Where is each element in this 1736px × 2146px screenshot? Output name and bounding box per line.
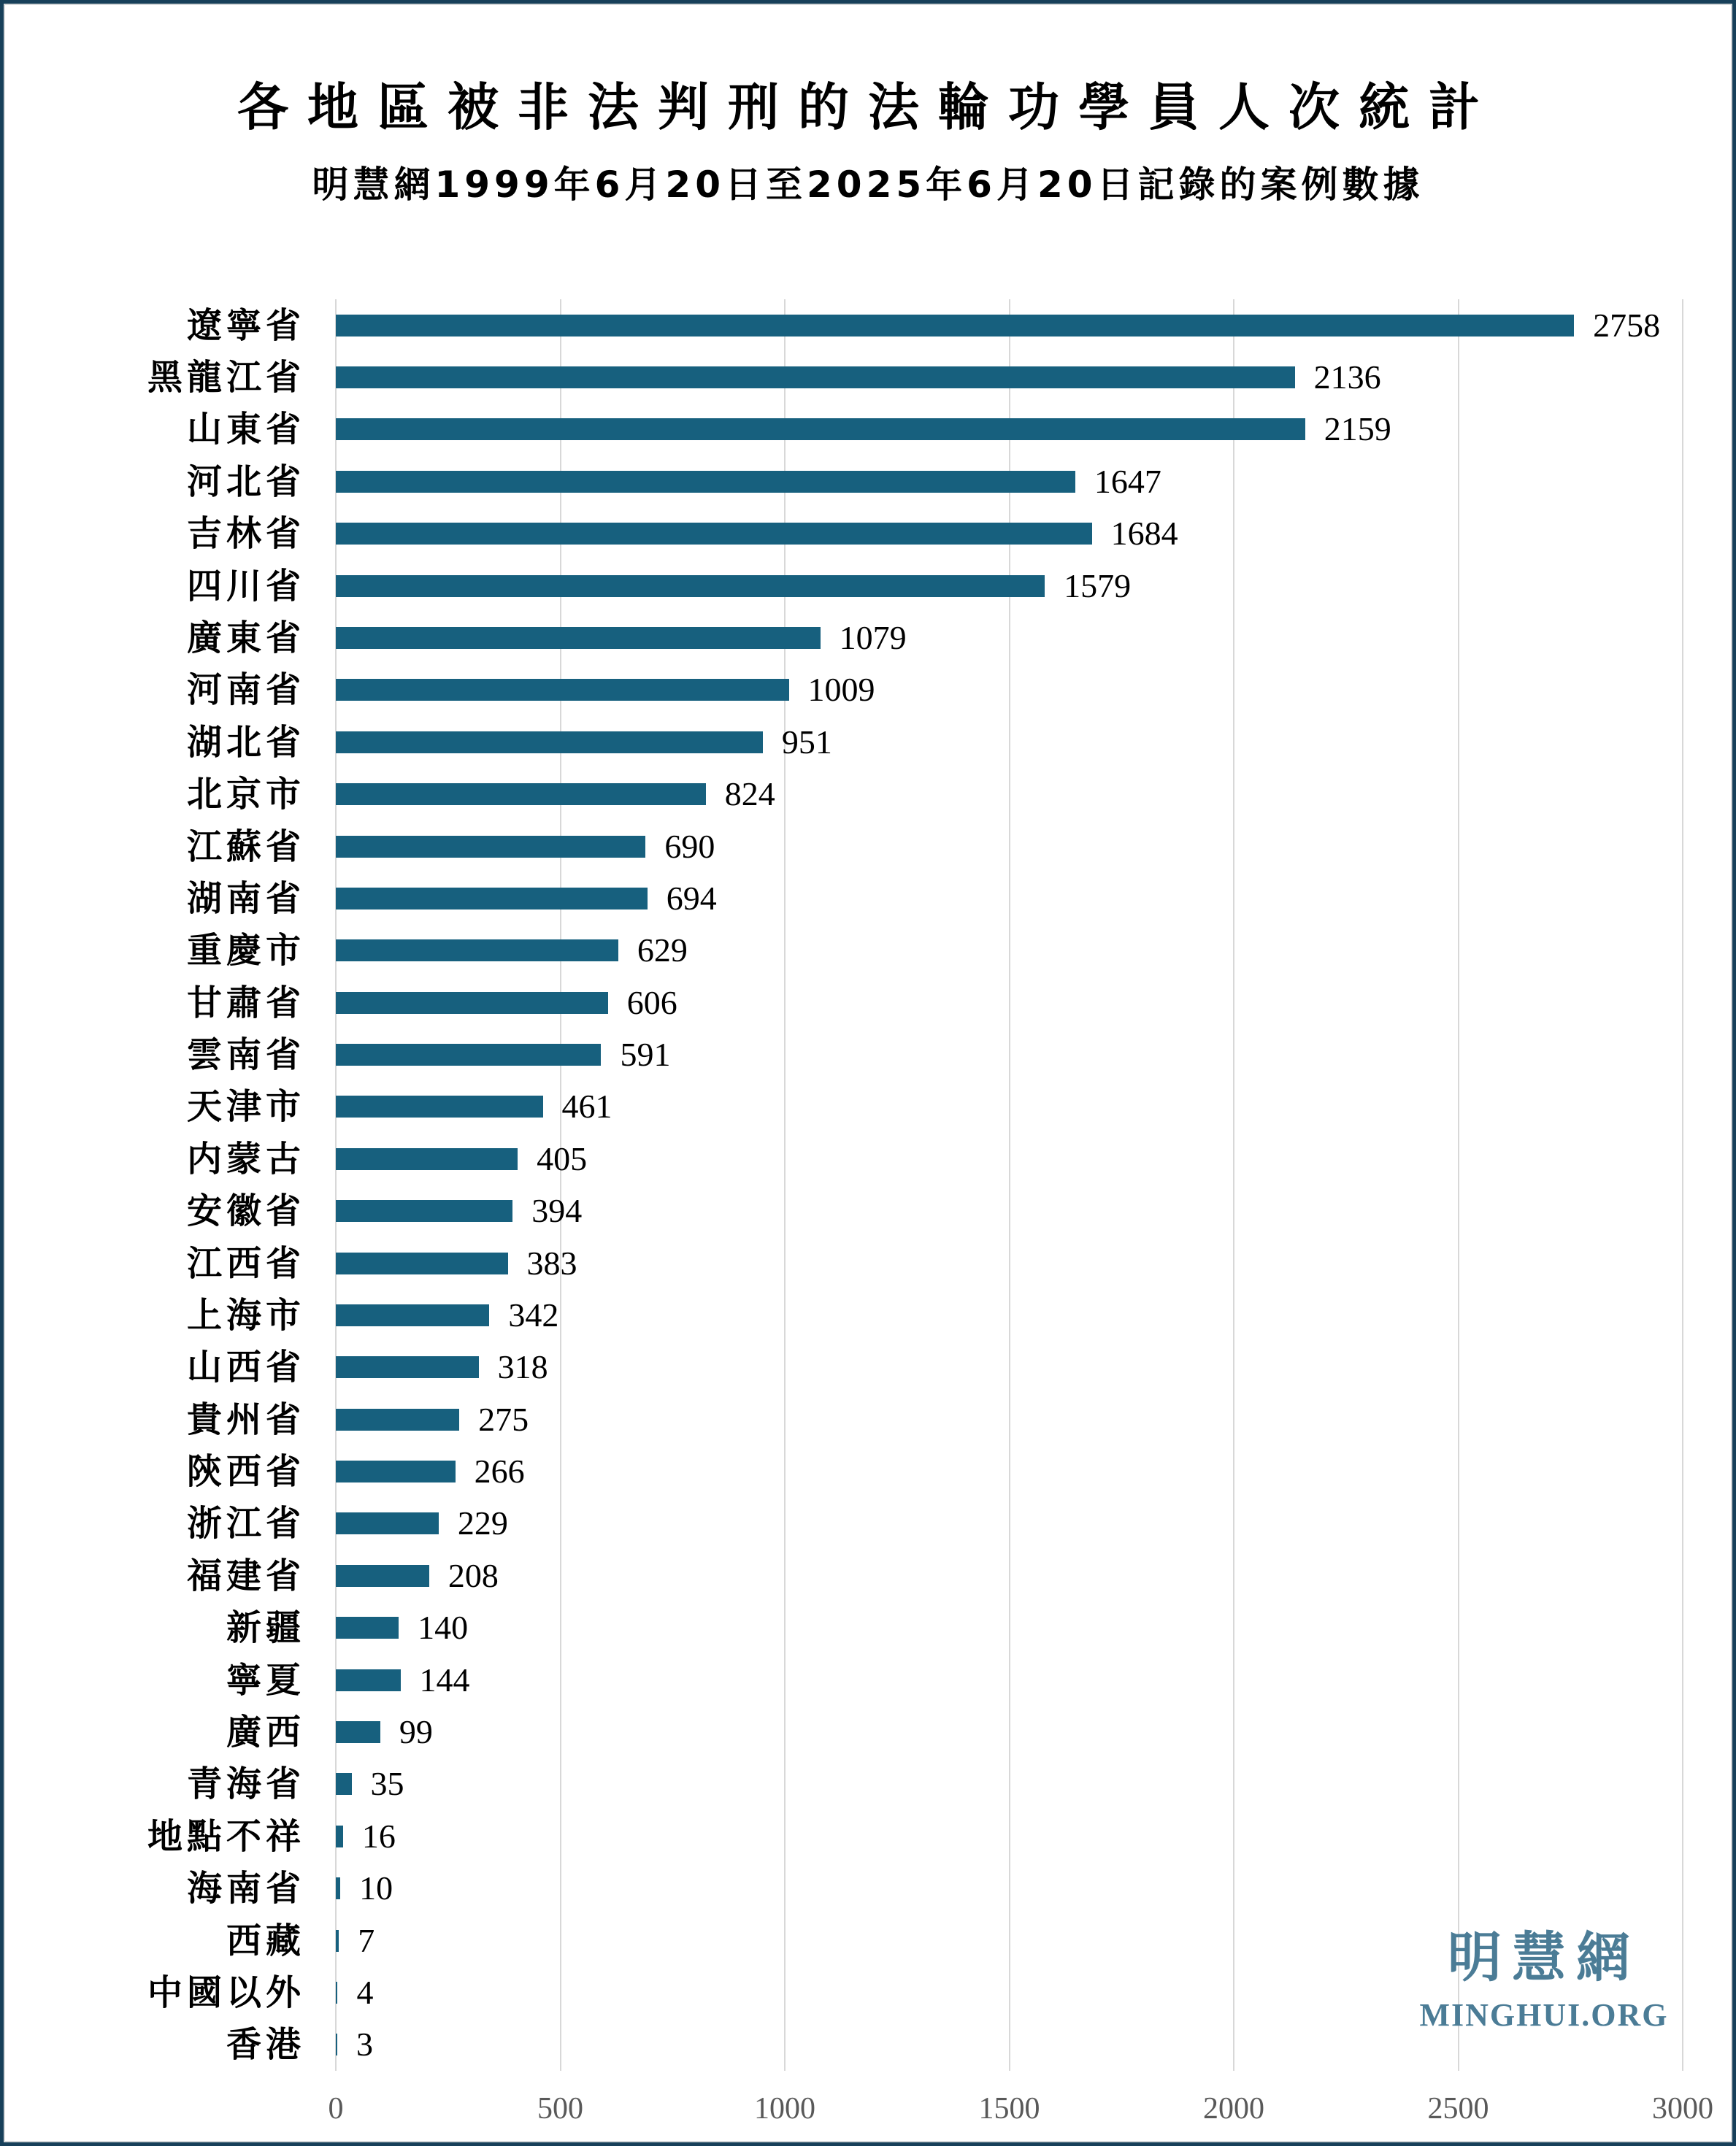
bar <box>336 366 1295 388</box>
category-label: 内蒙古 <box>186 1138 305 1180</box>
bar-row <box>186 1185 1683 1237</box>
x-tick-label: 1000 <box>754 2092 815 2126</box>
bar-row <box>186 1028 1683 1080</box>
bar-row <box>186 508 1683 560</box>
bar-row <box>186 1862 1683 1914</box>
category-label: 上海市 <box>186 1294 305 1336</box>
bar <box>336 783 706 805</box>
x-tick-label: 1500 <box>978 2092 1040 2126</box>
value-label: 405 <box>537 1139 588 1177</box>
plot-area <box>147 299 1713 2126</box>
bar-row <box>186 1081 1683 1133</box>
category-label: 貴州省 <box>186 1399 305 1440</box>
category-label: 地點不祥 <box>147 1815 305 1857</box>
bar <box>336 315 1574 336</box>
x-tick-label: 3000 <box>1652 2092 1713 2126</box>
bar <box>336 888 648 909</box>
value-label: 2136 <box>1313 358 1381 396</box>
bar-row <box>226 1602 1683 1654</box>
bar-row <box>186 925 1683 977</box>
value-label: 229 <box>457 1504 508 1542</box>
bar-row <box>186 1498 1683 1550</box>
value-label: 4 <box>356 1973 374 2011</box>
bar-row <box>186 1758 1683 1810</box>
value-label: 342 <box>508 1296 559 1334</box>
bar-row <box>186 404 1683 455</box>
category-label: 江西省 <box>186 1242 305 1284</box>
bar-row <box>186 1342 1683 1393</box>
minghui-logo-en: MINGHUI.ORG <box>1419 1997 1669 2033</box>
minghui-watermark <box>1418 1915 1670 2034</box>
value-label: 591 <box>620 1036 671 1074</box>
value-label: 1009 <box>807 671 875 709</box>
value-label: 383 <box>526 1244 577 1282</box>
x-tick-label: 500 <box>537 2092 583 2126</box>
bar <box>336 1617 399 1639</box>
value-label: 266 <box>474 1453 525 1491</box>
bar <box>336 731 763 753</box>
bar <box>336 1044 601 1066</box>
value-label: 2159 <box>1324 410 1391 448</box>
category-label: 海南省 <box>186 1868 305 1910</box>
category-label: 廣西 <box>226 1712 305 1753</box>
category-label: 中國以外 <box>147 1972 305 2013</box>
bar <box>336 1461 456 1482</box>
bar <box>336 1773 352 1795</box>
category-label: 遼寧省 <box>186 304 305 346</box>
x-tick-label: 2500 <box>1427 2092 1489 2126</box>
bar <box>336 1512 439 1534</box>
bar-row <box>186 716 1683 768</box>
bar-row <box>186 560 1683 612</box>
bar-row <box>186 1393 1683 1445</box>
category-label: 江蘇省 <box>186 826 305 867</box>
bar <box>336 1148 518 1170</box>
value-label: 144 <box>419 1661 470 1699</box>
value-label: 394 <box>531 1192 583 1230</box>
value-label: 1684 <box>1110 515 1178 553</box>
category-label: 廣東省 <box>186 617 305 658</box>
category-label: 福建省 <box>186 1555 305 1596</box>
value-label: 3 <box>356 2026 373 2064</box>
bar-row <box>186 820 1683 872</box>
bar <box>336 1982 337 2004</box>
value-label: 7 <box>358 1921 375 1959</box>
bar <box>336 1253 508 1274</box>
category-label: 吉林省 <box>186 513 305 555</box>
bar-row <box>186 977 1683 1028</box>
bar-row <box>147 1810 1683 1862</box>
value-label: 1647 <box>1094 462 1161 500</box>
bar <box>336 1096 543 1118</box>
value-label: 694 <box>666 879 717 917</box>
bar <box>336 939 618 961</box>
bar <box>336 523 1092 545</box>
bar-row <box>226 1706 1683 1758</box>
chart-title: 各地區被非法判刑的法輪功學員人次統計 <box>237 77 1499 137</box>
category-label: 河南省 <box>186 669 305 711</box>
value-label: 99 <box>399 1713 433 1750</box>
x-tick-label: 0 <box>328 2092 344 2126</box>
category-label: 天津市 <box>186 1086 305 1128</box>
bar <box>336 471 1075 493</box>
bar-row <box>186 1445 1683 1497</box>
category-label: 西藏 <box>226 1920 305 1961</box>
category-label: 四川省 <box>186 565 305 607</box>
category-label: 寧夏 <box>226 1659 305 1701</box>
bar-row <box>186 612 1683 664</box>
bar-row <box>186 1133 1683 1185</box>
value-label: 951 <box>781 723 832 761</box>
category-label: 重慶市 <box>186 930 305 972</box>
bar <box>336 1565 429 1587</box>
value-label: 824 <box>724 775 775 813</box>
value-label: 606 <box>626 983 677 1021</box>
value-label: 318 <box>497 1348 548 1386</box>
value-label: 35 <box>370 1765 404 1803</box>
bar-row <box>186 1550 1683 1601</box>
category-label: 北京市 <box>186 774 305 815</box>
value-label: 10 <box>359 1869 393 1907</box>
bar <box>336 1304 489 1326</box>
category-label: 湖南省 <box>186 877 305 919</box>
x-tick-label: 2000 <box>1203 2092 1264 2126</box>
value-label: 1079 <box>839 618 907 656</box>
category-label: 黑龍江省 <box>147 357 305 399</box>
category-label: 雲南省 <box>186 1034 305 1076</box>
bar <box>336 1826 343 1847</box>
bar <box>336 1200 512 1222</box>
value-label: 1579 <box>1064 566 1132 604</box>
bar <box>336 1721 380 1743</box>
value-label: 2758 <box>1593 306 1661 344</box>
category-label: 新疆 <box>226 1607 305 1649</box>
category-label: 青海省 <box>186 1764 305 1805</box>
category-label: 湖北省 <box>186 721 305 763</box>
category-label: 山東省 <box>186 409 305 450</box>
bar-row <box>186 872 1683 924</box>
bar <box>336 679 789 701</box>
bar <box>336 1877 340 1899</box>
bar <box>336 836 645 858</box>
minghui-logo-cn: 明慧網 <box>1448 1926 1640 1989</box>
value-label: 275 <box>478 1400 529 1438</box>
bar-row <box>186 1237 1683 1289</box>
bar-row <box>186 768 1683 820</box>
category-label: 香港 <box>226 2024 305 2066</box>
bar-row <box>226 1654 1683 1706</box>
category-label: 陝西省 <box>186 1451 305 1493</box>
bar-row <box>186 299 1683 351</box>
value-label: 461 <box>561 1088 612 1126</box>
category-label: 山西省 <box>186 1347 305 1388</box>
category-label: 浙江省 <box>186 1503 305 1545</box>
bar <box>336 1409 459 1431</box>
bar <box>336 992 608 1014</box>
value-label: 208 <box>448 1556 499 1594</box>
chart-subtitle: 明慧網1999年6月20日至2025年6月20日記錄的案例數據 <box>312 164 1424 206</box>
bar <box>336 2034 337 2055</box>
value-label: 690 <box>664 827 715 865</box>
value-label: 16 <box>361 1817 396 1855</box>
bar <box>336 1930 339 1952</box>
bar <box>336 627 821 649</box>
value-label: 629 <box>637 931 688 969</box>
bar-row <box>147 351 1683 403</box>
bar <box>336 418 1305 440</box>
bar-row <box>186 664 1683 716</box>
bar-row <box>186 1289 1683 1341</box>
bar <box>336 575 1045 597</box>
category-label: 河北省 <box>186 461 305 502</box>
bar <box>336 1669 401 1691</box>
value-label: 140 <box>418 1609 469 1647</box>
category-label: 安徽省 <box>186 1191 305 1232</box>
category-label: 甘肅省 <box>186 982 305 1023</box>
bar-row <box>186 455 1683 507</box>
bar <box>336 1356 479 1378</box>
